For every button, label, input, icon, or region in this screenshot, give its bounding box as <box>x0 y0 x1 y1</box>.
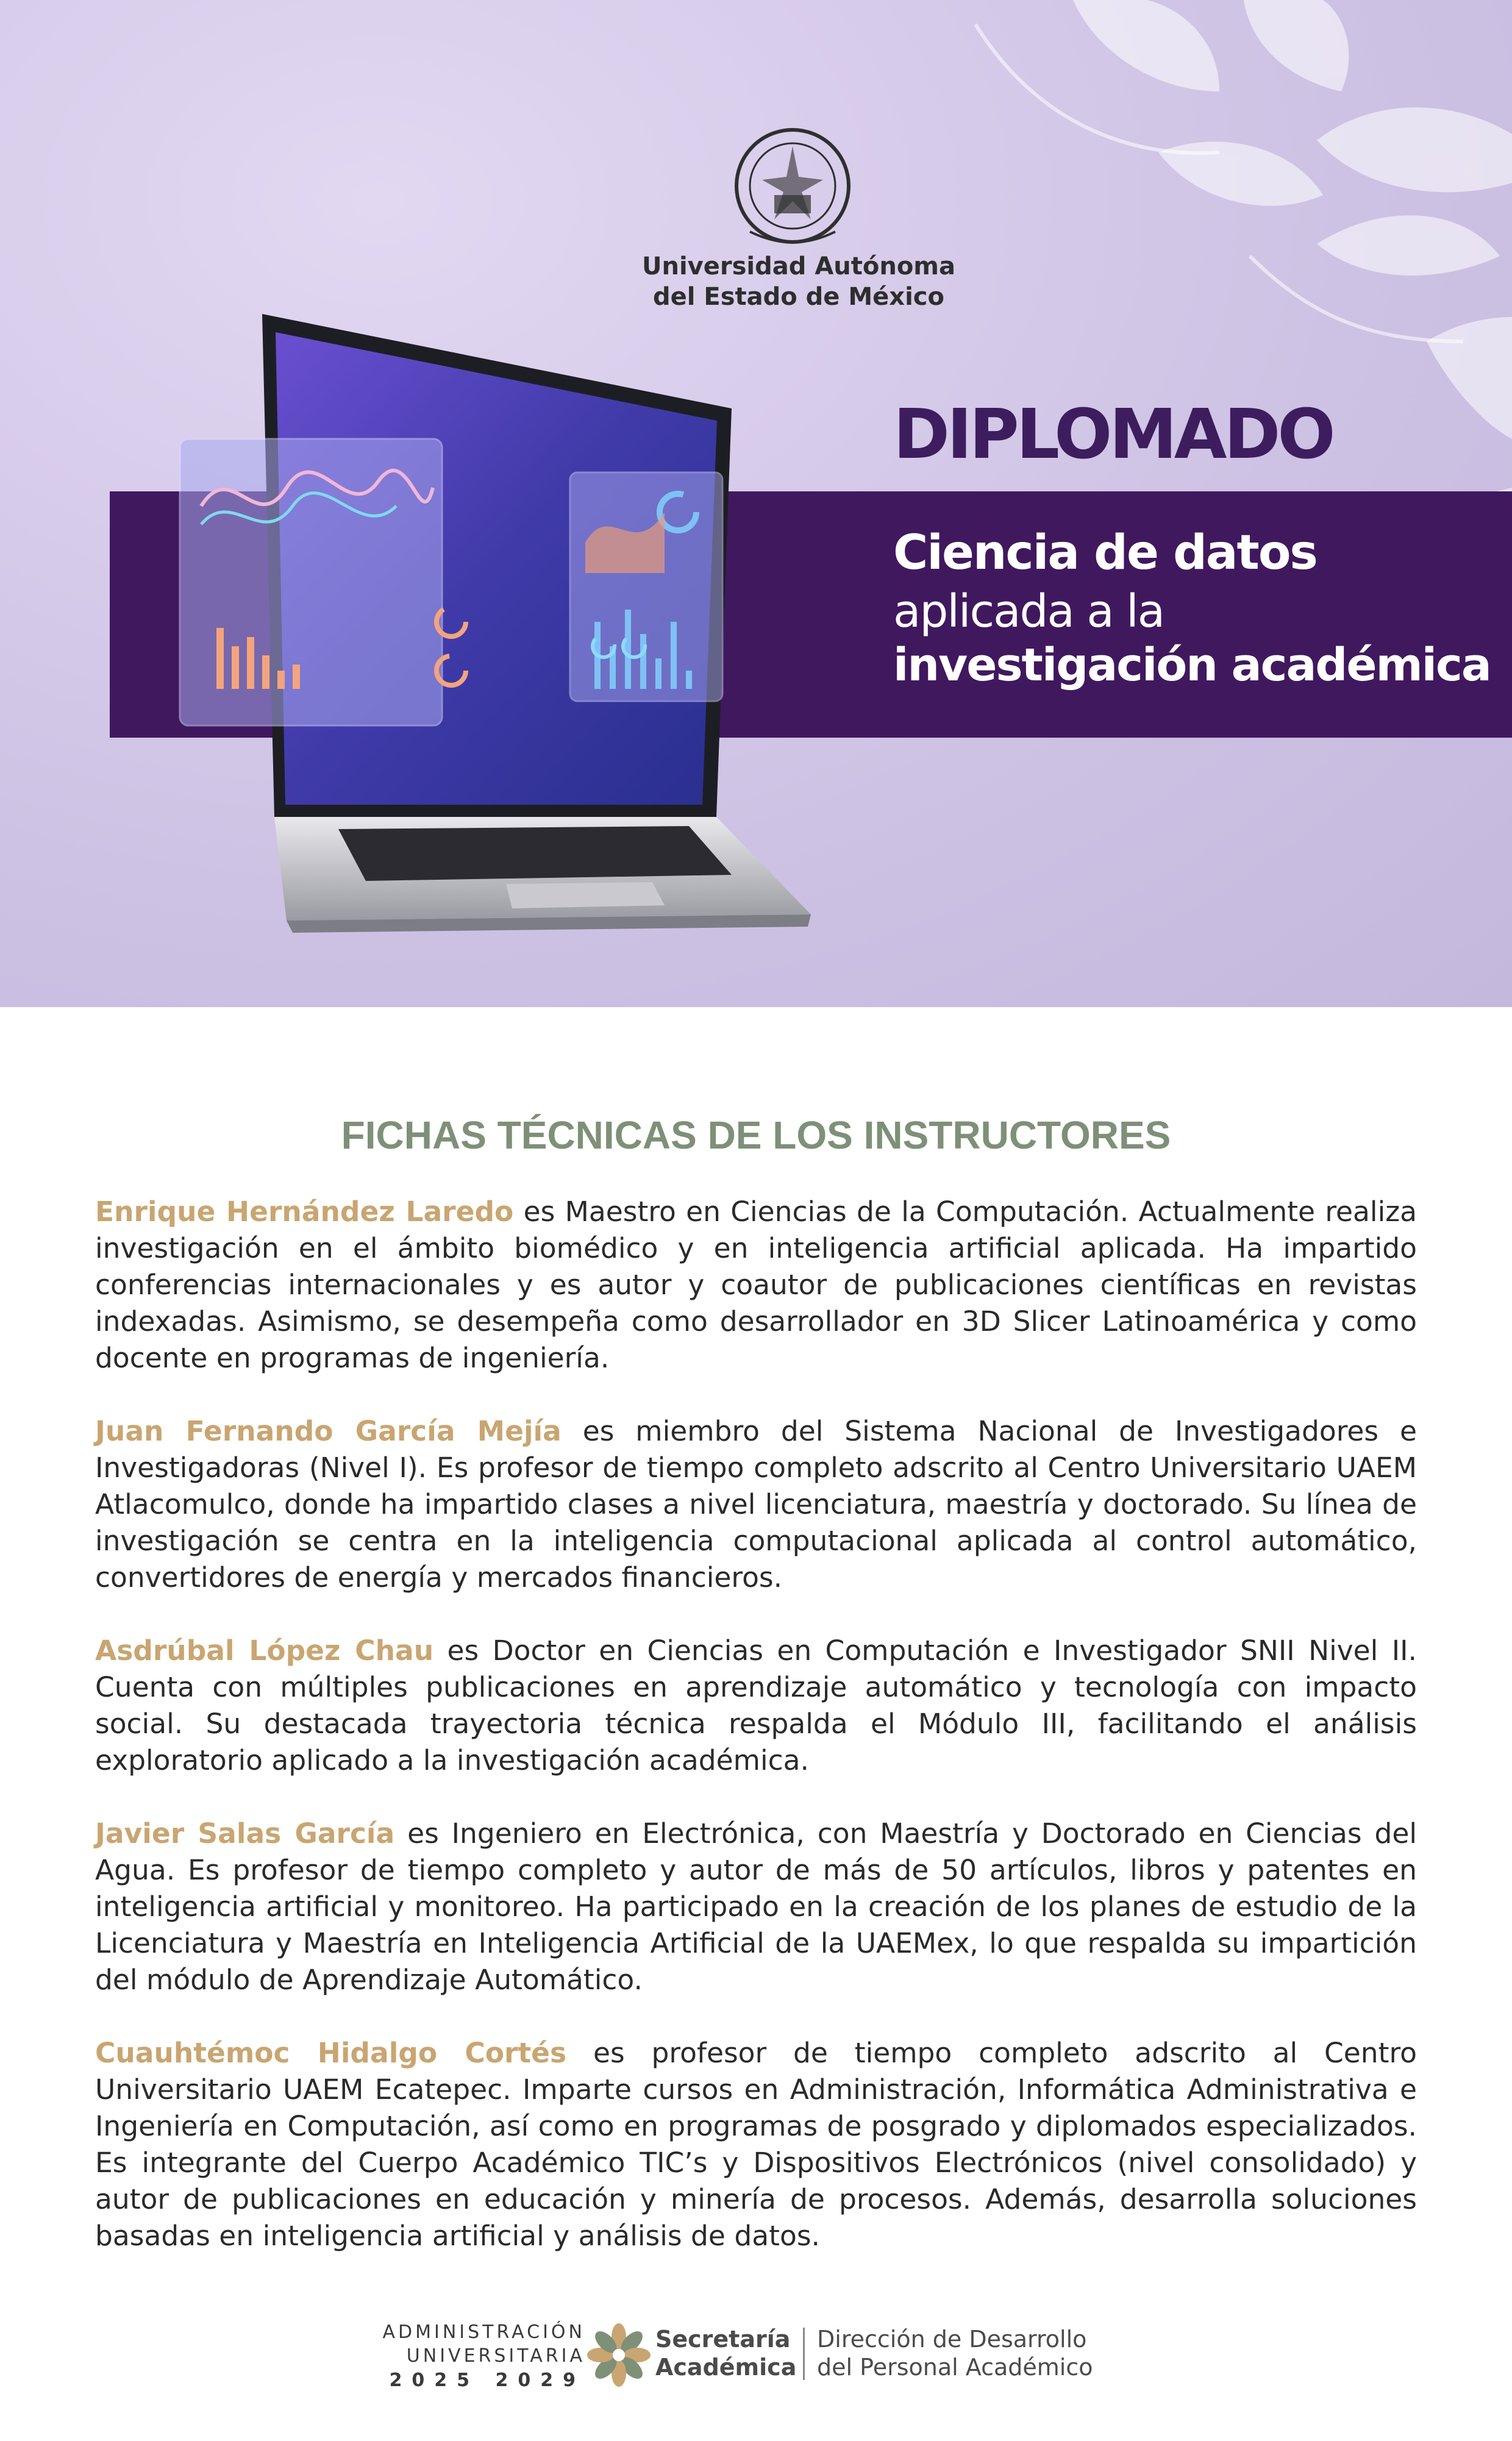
course-title-line1: Ciencia de datos <box>893 526 1317 580</box>
administration-logo <box>366 2320 585 2393</box>
laptop-trackpad <box>506 882 665 908</box>
instructor-name: Cuauhtémoc Hidalgo Cortés <box>95 2037 567 2069</box>
hero-banner <box>0 0 1512 1007</box>
instructor-description: es Maestro en Ciencias de la Computación. Actualmente realiza investigación en el ámbito biomédico y en inteligencia artificial aplicada. Ha impartido conferencias internacionales y es autor y coautor de publicaciones científicas en revistas indexadas. Asimismo, se desempeña como desarrollador en 3D Slicer Latinoamérica y como docente en programas de ingeniería. <box>95 1196 1417 1374</box>
course-title-line2: aplicada a la <box>893 585 1164 638</box>
laptop-keyboard <box>338 826 732 881</box>
admin-line1: ADMINISTRACIÓN <box>382 2322 585 2343</box>
direccion-line1: Dirección de Desarrollo <box>817 2326 1087 2353</box>
instructor-description: es Ingeniero en Electrónica, con Maestría y Doctorado en Ciencias del Agua. Es profesor de tiempo completo y autor de más de 50 artículos, libros y patentes en inteligencia artificial y monitoreo. Ha participado en la creación de los planes de estudio de la Licenciatura y Maestría en Inteligencia Artificial de la UAEMex, lo que respalda su impartición del módulo de Aprendizaje Automático. <box>95 1817 1417 1996</box>
instructor-name: Enrique Hernández Laredo <box>95 1196 514 1228</box>
instructor-bio <box>95 1633 1417 1779</box>
course-title-line3: investigación académica <box>893 639 1491 691</box>
instructor-list <box>95 1194 1417 2291</box>
footer-divider <box>803 2328 805 2380</box>
instructor-description: es miembro del Sistema Nacional de Investigadores e Investigadoras (Nivel I). Es profesor de tiempo completo adscrito al Centro Universitario UAEM Atlacomulco, donde ha impartido clases a nivel licenciatura, maestría y doctorado. Su línea de investigación se centra en la inteligencia computacional aplicada al control automático, convertidores de energía y mercados financieros. <box>95 1415 1417 1594</box>
university-seal-icon <box>732 122 854 250</box>
instructor-name: Juan Fernando García Mejía <box>95 1415 562 1447</box>
instructor-bio <box>95 1816 1417 1998</box>
instructor-bio <box>95 1194 1417 1377</box>
section-title: FICHAS TÉCNICAS DE LOS INSTRUCTORES <box>341 1113 1171 1157</box>
instructor-name: Asdrúbal López Chau <box>95 1634 434 1667</box>
instructor-bio <box>95 1413 1417 1596</box>
laptop-illustration <box>165 305 835 939</box>
instructor-description: es Doctor en Ciencias en Computación e Investigador SNII Nivel II. Cuenta con múltiples publicaciones en aprendizaje automático y tecnología con impacto social. Su destacada trayectoria técnica respalda el Módulo III, facilitando el análisis exploratorio aplicado a la investigación académica. <box>95 1634 1417 1776</box>
admin-years: 2025 2029 <box>389 2370 585 2391</box>
university-name-line1: Universidad Autónoma <box>642 252 955 280</box>
secretaria-label <box>655 2325 796 2381</box>
university-name <box>616 251 982 312</box>
instructor-name: Javier Salas García <box>95 1817 395 1850</box>
admin-line2: UNIVERSITARIA <box>406 2345 585 2367</box>
flower-logo-icon <box>585 2322 652 2389</box>
instructor-bio <box>95 2035 1417 2254</box>
program-type: DIPLOMADO <box>893 395 1333 474</box>
secretaria-line1: Secretaría <box>655 2326 791 2353</box>
direccion-label <box>817 2325 1093 2381</box>
footer <box>0 2311 1512 2390</box>
instructor-description: es profesor de tiempo completo adscrito al Centro Universitario UAEM Ecatepec. Imparte cursos en Administración, Informática Administrativa e Ingeniería en Computación, así como en programas de posgrado y diplomados especializados. Es integrante del Cuerpo Académico TIC’s y Dispositivos Electrónicos (nivel consolidado) y autor de publicaciones en educación y minería de procesos. Además, desarrolla soluciones basadas en inteligencia artificial y análisis de datos. <box>95 2037 1417 2252</box>
university-name-line2: del Estado de México <box>652 283 944 311</box>
secretaria-line2: Académica <box>655 2354 797 2381</box>
direccion-line2: del Personal Académico <box>817 2354 1093 2381</box>
